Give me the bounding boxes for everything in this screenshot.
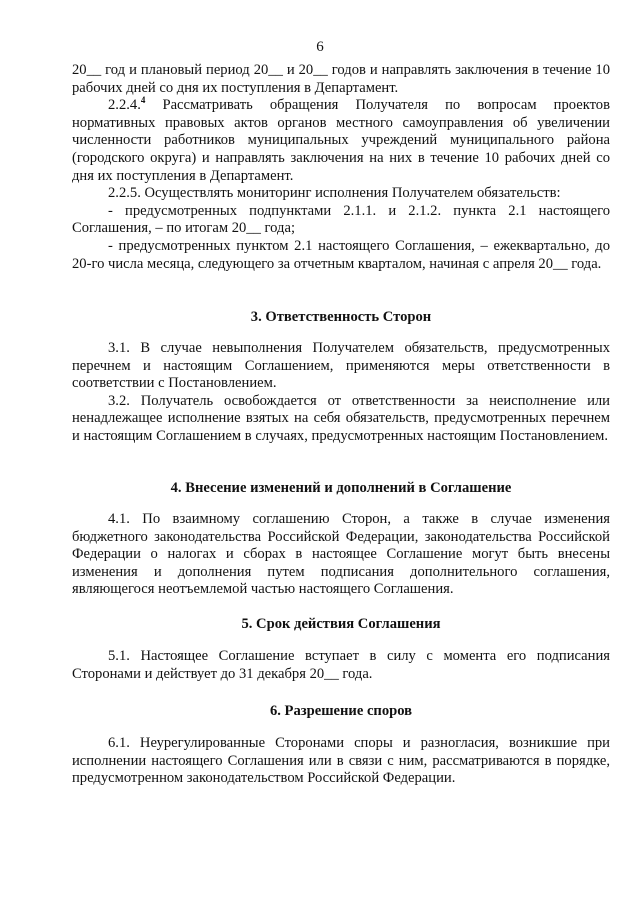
clause-number: 2.2.4. — [108, 97, 141, 114]
section-2-continuation — [72, 62, 610, 273]
paragraph: 20__ год и плановый период 20__ и 20__ годов и направлять заключения в течение 10 рабочих дней со дня их поступления в Департамент. — [72, 62, 610, 96]
paragraph-2-2-4 — [72, 97, 610, 185]
paragraph-4-1: 4.1. По взаимному соглашению Сторон, а также в случае изменения бюджетного законодательства Российской Федерации, законодательства Российской Федерации о налогах и сборах в настоящее Соглашение могут быть внесены изменения и дополнения путем подписания дополнительного соглашения, являющегося неотъемлемой частью настоящего Соглашения. — [72, 511, 610, 598]
section-3-title: 3. Ответственность Сторон — [250, 309, 432, 325]
paragraph-5-1: 5.1. Настоящее Соглашение вступает в силу с момента его подписания Сторонами и действует до 31 декабря 20__ года. — [72, 648, 610, 682]
section-3-body — [72, 340, 610, 446]
section-4-body — [72, 511, 610, 599]
footnote-marker: 4 — [140, 95, 146, 106]
section-6-title: 6. Разрешение споров — [269, 703, 413, 719]
section-5-body — [72, 648, 610, 683]
clause-text: Рассматривать обращения Получателя по вопросам проектов нормативных правовых актов органов местного самоуправления об увеличении численности работников муниципальных учреждений муниципального района (городского округа) и направлять заключения на них в течение 10 рабочих дней со дня их поступления в Департамент. — [72, 97, 610, 184]
section-4-title: 4. Внесение изменений и дополнений в Соглашение — [170, 480, 512, 496]
paragraph-6-1: 6.1. Неурегулированные Сторонами споры и разногласия, возникшие при исполнении настоящего Соглашения или в связи с ним, рассматриваются в порядке, предусмотренном законодательством Российской Федерации. — [72, 735, 610, 787]
paragraph-2-2-5: 2.2.5. Осуществлять мониторинг исполнения Получателем обязательств: — [108, 185, 561, 202]
bullet-item: - предусмотренных пунктом 2.1 настоящего Соглашения, – ежеквартально, до 20-го числа месяца, следующего за отчетным кварталом, начиная с апреля 20__ года. — [72, 237, 610, 272]
page-number: 6 — [316, 39, 324, 55]
paragraph-3-2: 3.2. Получатель освобождается от ответственности за неисполнение или ненадлежащее исполнение взятых на себя обязательств, предусмотренных перечнем и настоящим Соглашением в случаях, предусмотренных настоящим Постановлением. — [72, 392, 610, 444]
section-5-title: 5. Срок действия Соглашения — [241, 616, 441, 632]
paragraph-3-1: 3.1. В случае невыполнения Получателем обязательств, предусмотренных перечнем и настоящим Соглашением, применяются меры ответственности в соответствии с Постановлением. — [72, 340, 610, 392]
bullet-item: - предусмотренных подпунктами 2.1.1. и 2.1.2. пункта 2.1 настоящего Соглашения, – по итогам 20__ года; — [72, 202, 610, 237]
section-6-body — [72, 735, 610, 788]
